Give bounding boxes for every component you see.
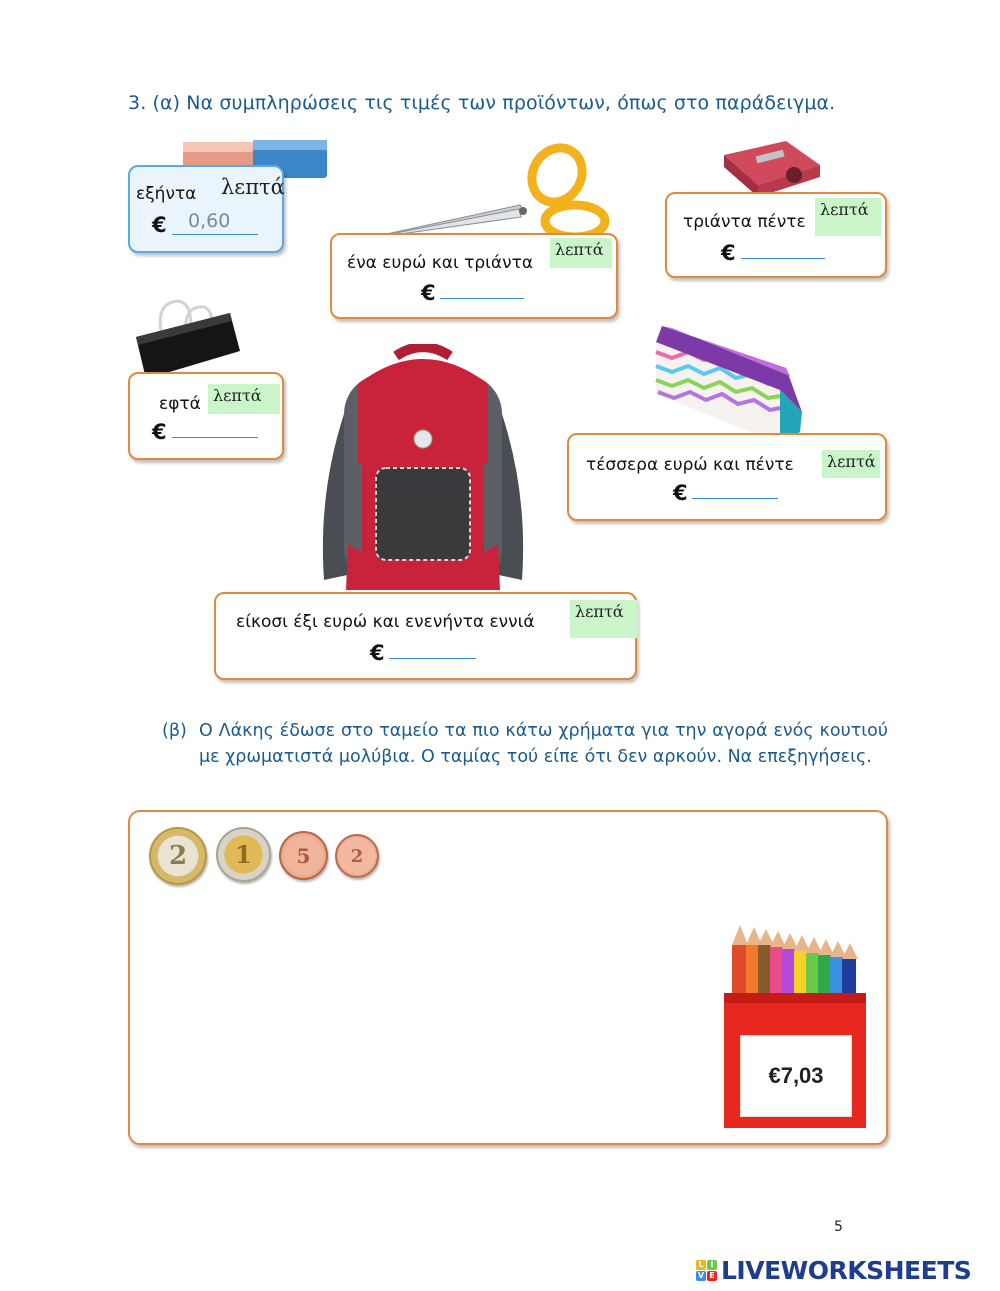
backpack-answer-line: [389, 658, 476, 659]
part-b-label: (β): [162, 721, 187, 741]
sharpener-answer[interactable]: λεπτά: [815, 198, 881, 236]
question-title: [128, 92, 835, 114]
question-number: 3. (α): [128, 92, 181, 114]
five-cent-coin: [279, 831, 328, 880]
two-euro-coin: [149, 827, 207, 885]
euro-sign: €: [152, 420, 167, 444]
scissors-answer[interactable]: λεπτά: [550, 238, 612, 268]
backpack-price-words: είκοσι έξι ευρώ και ενενήντα εννιά: [236, 612, 535, 632]
eraser-answer-line: [172, 234, 258, 235]
pencil-case-price-words: τέσσερα ευρώ και πέντε: [586, 455, 794, 475]
price-tag: [740, 1035, 852, 1117]
eraser-answer: λεπτά: [221, 175, 285, 199]
price-tag-value: €7,03: [768, 1063, 824, 1088]
part-b-text: Ο Λάκης έδωσε στο ταμείο τα πιο κάτω χρήματα για την αγορά ενός κουτιού με χρωματιστά μολύβια. Ο ταμίας τού είπε ότι δεν αρκούν. Να επεξηγήσεις.: [199, 721, 888, 767]
sharpener-image: [716, 135, 824, 197]
euro-sign: €: [421, 281, 436, 305]
page-number: 5: [834, 1219, 843, 1235]
scissors-answer-line: [440, 298, 524, 299]
euro-sign: €: [673, 481, 688, 505]
scissors-price-words: ένα ευρώ και τριάντα: [347, 253, 534, 273]
sharpener-price-words: τριάντα πέντε: [683, 212, 806, 232]
coin-value: 5: [296, 843, 311, 868]
brand-name: LIVEWORKSHEETS: [721, 1256, 972, 1285]
sharpener-answer-line: [741, 258, 825, 259]
coin-value: 2: [168, 841, 188, 871]
clip-answer-line: [172, 437, 258, 438]
two-cent-coin: [335, 834, 379, 878]
part-b-instructions: [162, 718, 888, 770]
one-euro-coin: [216, 827, 271, 882]
eraser-example-value: 0,60: [188, 210, 231, 232]
pencil-case-answer-line: [692, 498, 778, 499]
euro-sign: €: [152, 213, 167, 237]
eraser-price-words: εξήντα: [136, 184, 197, 204]
euro-sign: €: [370, 641, 385, 665]
clip-price-words: εφτά: [159, 394, 201, 414]
coin-value: 1: [235, 840, 252, 869]
coin-value: 2: [350, 845, 364, 867]
question-text: Να συμπληρώσεις τις τιμές των προϊόντων, όπως στο παράδειγμα.: [186, 92, 836, 114]
pencil-case-image: [652, 320, 804, 446]
euro-sign: €: [721, 241, 736, 265]
backpack-answer[interactable]: λεπτά: [570, 600, 638, 638]
backpack-image: [318, 344, 528, 594]
pencil-case-answer[interactable]: λεπτά: [822, 450, 880, 478]
clip-answer[interactable]: λεπτά: [208, 384, 280, 414]
liveworksheets-logo[interactable]: [696, 1256, 971, 1285]
liveworksheets-mark-icon: L I V E: [696, 1260, 717, 1281]
